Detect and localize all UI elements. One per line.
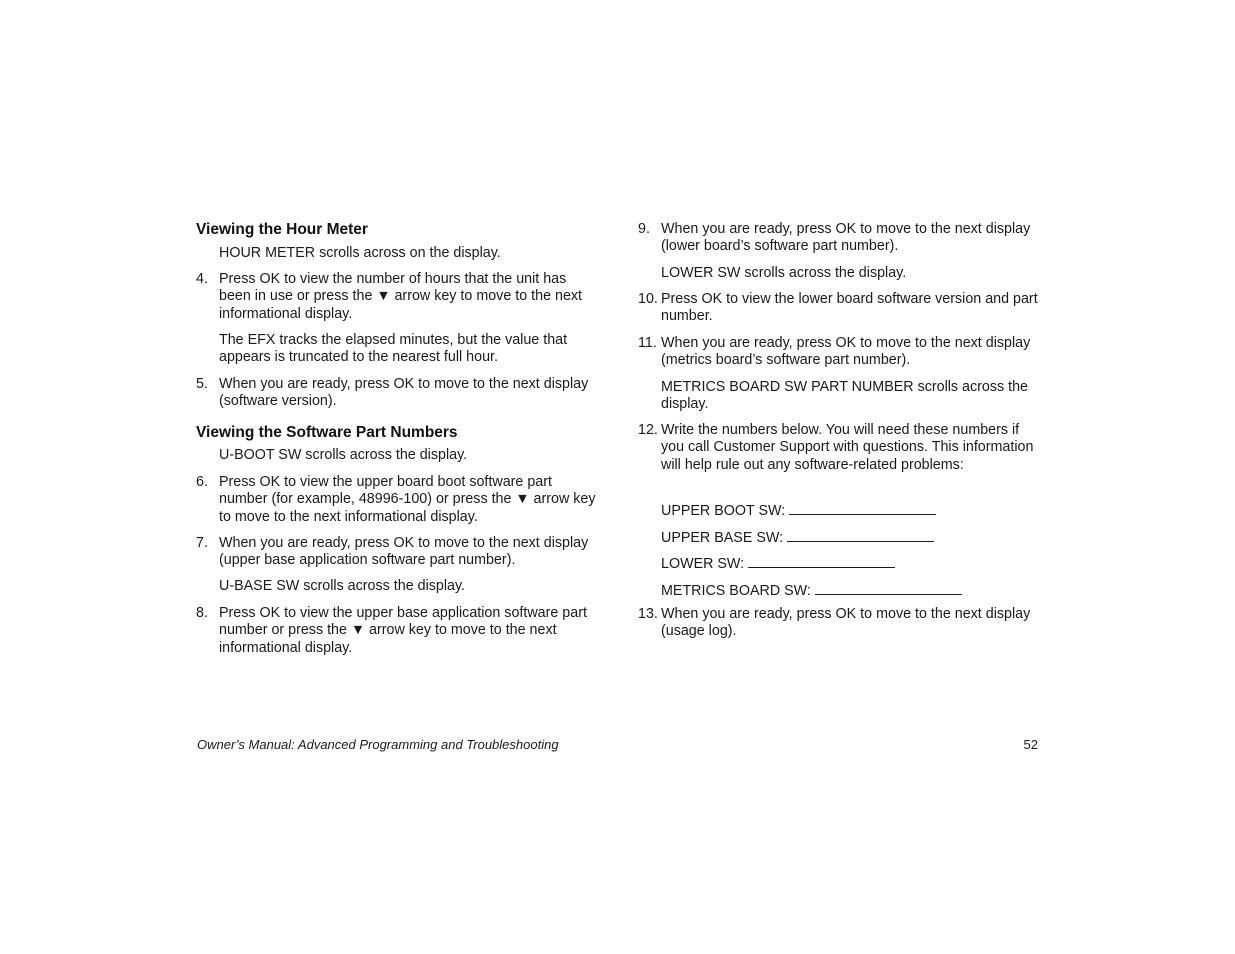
field-label: UPPER BASE SW: [661,530,784,546]
field-metrics-board-sw [661,580,1038,600]
section-heading-hour-meter: Viewing the Hour Meter [196,221,368,238]
list-item-11 [638,335,1038,370]
list-number: 6. [196,474,208,490]
list-item-12 [638,422,1038,474]
list-number: 11. [638,335,657,351]
list-text: When you are ready, press OK to move to the next display (upper base application software part number). [219,535,589,569]
field-label: UPPER BOOT SW: [661,503,786,519]
field-lower-sw [661,553,1038,573]
list-item-8 [196,605,601,657]
list-number: 5. [196,376,208,392]
list-text: When you are ready, press OK to move to the next display (lower board’s software part number). [661,221,1031,255]
list-item-13 [638,606,1038,641]
field-upper-boot-sw [661,500,1038,520]
paragraph-lower-sw: LOWER SW scrolls across the display. [661,265,907,281]
write-in-line [789,500,936,515]
write-in-line [748,553,895,568]
field-label: METRICS BOARD SW: [661,583,811,599]
list-text: When you are ready, press OK to move to the next display (usage log). [661,606,1031,640]
field-label: LOWER SW: [661,556,745,572]
list-text: Press OK to view the upper board boot software part number (for example, 48996-100) or press the ▼ arrow key to move to the next informational display. [219,474,596,525]
list-item-6 [196,474,601,526]
list-number: 9. [638,221,650,237]
list-number: 10. [638,291,658,307]
list-text: Press OK to view the number of hours that the unit has been in use or press the ▼ arrow key to move to the next informational display. [219,271,583,322]
write-in-line [815,580,962,595]
list-number: 8. [196,605,208,621]
list-text: Press OK to view the upper base application software part number or press the ▼ arrow key to move to the next informational display. [219,605,587,656]
list-item-7 [196,535,601,570]
page-number: 52 [1023,737,1038,752]
list-number: 13. [638,606,658,622]
list-text: Write the numbers below. You will need these numbers if you call Customer Support with questions. This information will help rule out any software-related problems: [661,422,1034,473]
list-item-9 [638,221,1038,256]
list-number: 7. [196,535,208,551]
list-item-5 [196,376,601,411]
paragraph-uboot: U-BOOT SW scrolls across the display. [219,447,468,463]
write-in-line [787,527,934,542]
list-item-4 [196,271,601,323]
list-text: Press OK to view the lower board software version and part number. [661,291,1038,325]
paragraph-efx-tracking: The EFX tracks the elapsed minutes, but the value that appears is truncated to the nearest full hour. [219,332,568,366]
field-upper-base-sw [661,527,1038,547]
paragraph-ubase: U-BASE SW scrolls across the display. [219,578,466,594]
footer-manual-title: Owner’s Manual: Advanced Programming and Troubleshooting [197,737,559,752]
list-text: When you are ready, press OK to move to the next display (software version). [219,376,589,410]
paragraph-metrics-board: METRICS BOARD SW PART NUMBER scrolls across the display. [661,379,1029,413]
section-heading-software-part-numbers: Viewing the Software Part Numbers [196,424,458,441]
list-item-10 [638,291,1038,326]
list-number: 12. [638,422,658,438]
list-number: 4. [196,271,208,287]
list-text: When you are ready, press OK to move to the next display (metrics board’s software part number). [661,335,1031,369]
paragraph-hour-meter: HOUR METER scrolls across on the display. [219,245,501,261]
